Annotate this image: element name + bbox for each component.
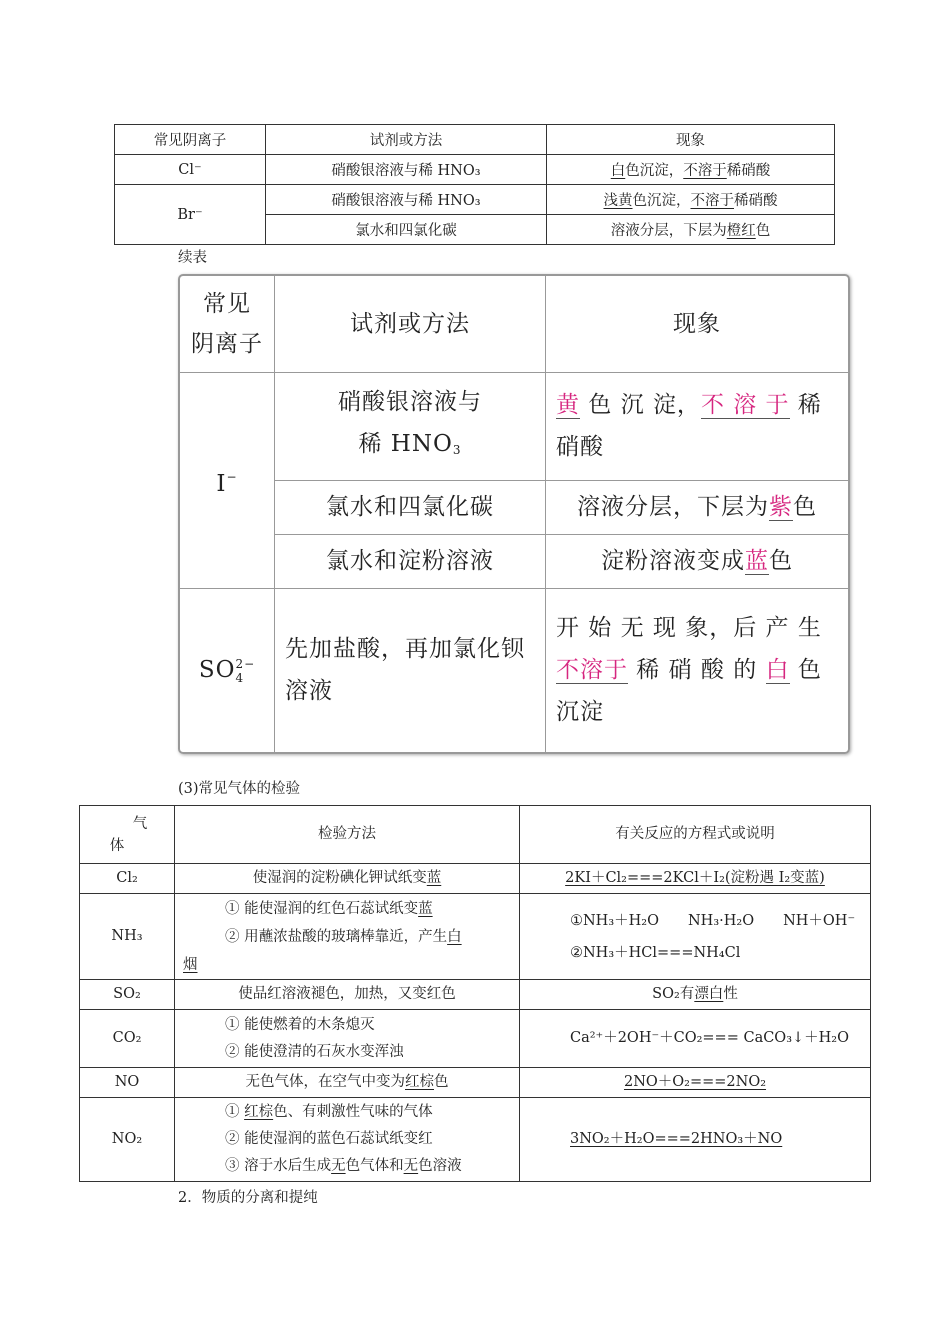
text: 性 [723,986,738,1002]
method-cell [175,864,520,894]
method-cell [275,372,546,480]
text: 开 始 无 现 象，后 产 生 [556,615,822,642]
table-row [80,864,871,894]
text: 稀 [789,392,822,418]
highlight-text: 紫 [769,494,793,520]
text: ② 用蘸浓盐酸的玻璃棒靠近，产生 [225,928,448,945]
text: ①NH₃＋H₂O NH₃·H₂O NH＋OH⁻ [570,912,856,929]
section-heading: 2．物质的分离和提纯 [178,1190,318,1206]
gas-cell: NO [80,1068,175,1098]
reaction-cell [520,894,871,980]
gas-test-table [79,805,871,1182]
result-cell [547,155,835,185]
text: I [216,470,227,497]
underlined-text: 白 [610,163,626,179]
table-row [80,1098,871,1182]
underlined-text: 红棕 [405,1074,434,1090]
table-row [180,372,848,480]
text: 色沉淀， [625,163,684,179]
text: 色 [755,223,771,239]
underlined-text: 不溶于 [690,193,734,209]
text: ③ 溶于水后生成 [225,1158,332,1174]
text: 色沉淀， [632,193,691,209]
subscript: 4 [235,671,245,686]
text: 无色气体，在空气中变为 [245,1074,405,1090]
header-cell [180,276,275,372]
table-row [115,155,835,185]
table-row [80,894,871,980]
method-cell: 硝酸银溶液与稀 HNO₃ [266,155,547,185]
underlined-text: 浅黄 [603,193,633,209]
highlight-text: 不溶于 [556,657,628,684]
text: 色溶液 [418,1158,462,1174]
text: SO₂有 [652,986,695,1002]
highlight-text: 黄 [556,392,580,418]
result-cell [546,480,849,534]
superscript: − [226,469,238,484]
anion-table-continued-frame [178,274,850,754]
text: 色 [789,657,822,684]
text: 溶液分层，下层为 [610,223,727,239]
table-row [80,1068,871,1098]
text: 色 [769,548,793,574]
underlined-text: 蓝 [418,900,433,917]
text: 色、有刺激性气味的气体 [273,1104,433,1120]
gas-cell: Cl₂ [80,864,175,894]
underlined-text: 2KI＋Cl₂===2KCl＋I₂(淀粉遇 I₂变蓝) [565,870,825,886]
table-row [80,980,871,1010]
method-cell: 氯水和四氯化碳 [266,215,547,245]
gas-cell: SO₂ [80,980,175,1010]
reaction-cell: Ca²⁺＋2OH⁻＋CO₂=== CaCO₃↓＋H₂O [520,1010,871,1068]
text: 稀 硝 酸 的 [628,657,766,684]
method-cell: 氯水和四氯化碳 [275,480,546,534]
ion-cell: Cl⁻ [115,155,266,185]
text: 淀粉溶液变成 [601,548,745,574]
method-cell [175,1010,520,1068]
underlined-text: 无 [403,1158,419,1174]
header-cell [80,806,175,864]
anion-table-part1 [114,124,835,245]
table-row [115,125,835,155]
text: ② 能使澄清的石灰水变浑浊 [225,1043,404,1060]
method-cell: 使品红溶液褪色，加热，又变红色 [175,980,520,1010]
result-cell [547,215,835,245]
gas-cell: NO₂ [80,1098,175,1182]
text: SO [198,657,236,684]
text: 稀 HNO [358,431,453,457]
anion-table-part2 [180,276,848,752]
subscript: 3 [452,443,462,457]
text: 色 [793,494,817,520]
text: 使湿润的淀粉碘化钾试纸变 [252,870,427,886]
header-cell: 试剂或方法 [266,125,547,155]
header-cell: 常见阴离子 [115,125,266,155]
reaction-cell [520,864,871,894]
text: 常见 [203,290,251,317]
method-cell: 硝酸银溶液与稀 HNO₃ [266,185,547,215]
ion-cell [180,588,275,752]
highlight-text: 白 [765,657,790,684]
method-cell [175,1098,520,1182]
header-cell: 有关反应的方程式或说明 [520,806,871,864]
header-cell: 现象 [547,125,835,155]
text: 硝酸银溶液与 [338,389,482,415]
header-cell: 检验方法 [175,806,520,864]
text: 阴离子 [191,330,263,357]
section-heading: (3)常见气体的检验 [178,781,301,797]
text: 稀硝酸 [734,193,778,209]
underlined-text: 白 [447,928,462,945]
ion-cell [180,372,275,588]
table-row [180,534,848,588]
underlined-text: 3NO₂＋H₂O===2HNO₃＋NO [570,1131,783,1147]
text: 色 沉 淀， [580,392,701,418]
text: ① 能使湿润的红色石蕊试纸变 [225,900,419,917]
text: 体 [109,837,125,854]
underlined-text: 无 [331,1158,346,1174]
text: ① 能使燃着的木条熄灭 [225,1016,375,1033]
table-row [180,480,848,534]
result-cell [546,588,849,752]
superscript: 2− [235,657,256,672]
result-cell [546,372,849,480]
text: 色气体和 [345,1158,404,1174]
underlined-text: 橙红 [726,223,756,239]
header-cell: 现象 [546,276,849,372]
result-cell [546,534,849,588]
text: ① [225,1104,245,1120]
text: 硝酸 [556,434,604,460]
table-row [115,185,835,215]
text: 溶液分层，下层为 [577,494,769,520]
method-cell: 先加盐酸，再加氯化钡溶液 [275,588,546,752]
gas-cell: CO₂ [80,1010,175,1068]
method-cell: 氯水和淀粉溶液 [275,534,546,588]
text: ②NH₃＋HCl===NH₄Cl [570,944,741,961]
underlined-text: 红棕 [244,1104,274,1120]
continued-label: 续表 [178,250,207,266]
table-row [180,588,848,752]
underlined-text: 蓝 [426,870,442,886]
table-row [180,276,848,372]
text: ② 能使湿润的蓝色石蕊试纸变红 [225,1131,433,1147]
text: 沉淀 [556,699,604,726]
reaction-cell [520,980,871,1010]
text: 气 [132,815,148,832]
underlined-text: 烟 [183,956,198,973]
method-cell [175,1068,520,1098]
reaction-cell [520,1068,871,1098]
table-row [80,1010,871,1068]
header-cell: 试剂或方法 [275,276,546,372]
table-row [80,806,871,864]
text: 稀硝酸 [726,163,771,179]
underlined-text: 漂白 [694,986,724,1002]
result-cell [547,185,835,215]
underlined-text: 不溶于 [683,163,727,179]
text: 色 [434,1074,449,1090]
highlight-text: 蓝 [745,548,769,574]
reaction-cell [520,1098,871,1182]
underlined-text: 2NO＋O₂===2NO₂ [623,1074,767,1090]
method-cell [175,894,520,980]
highlight-text: 不 溶 于 [700,392,790,418]
ion-cell: Br⁻ [115,185,266,245]
gas-cell: NH₃ [80,894,175,980]
